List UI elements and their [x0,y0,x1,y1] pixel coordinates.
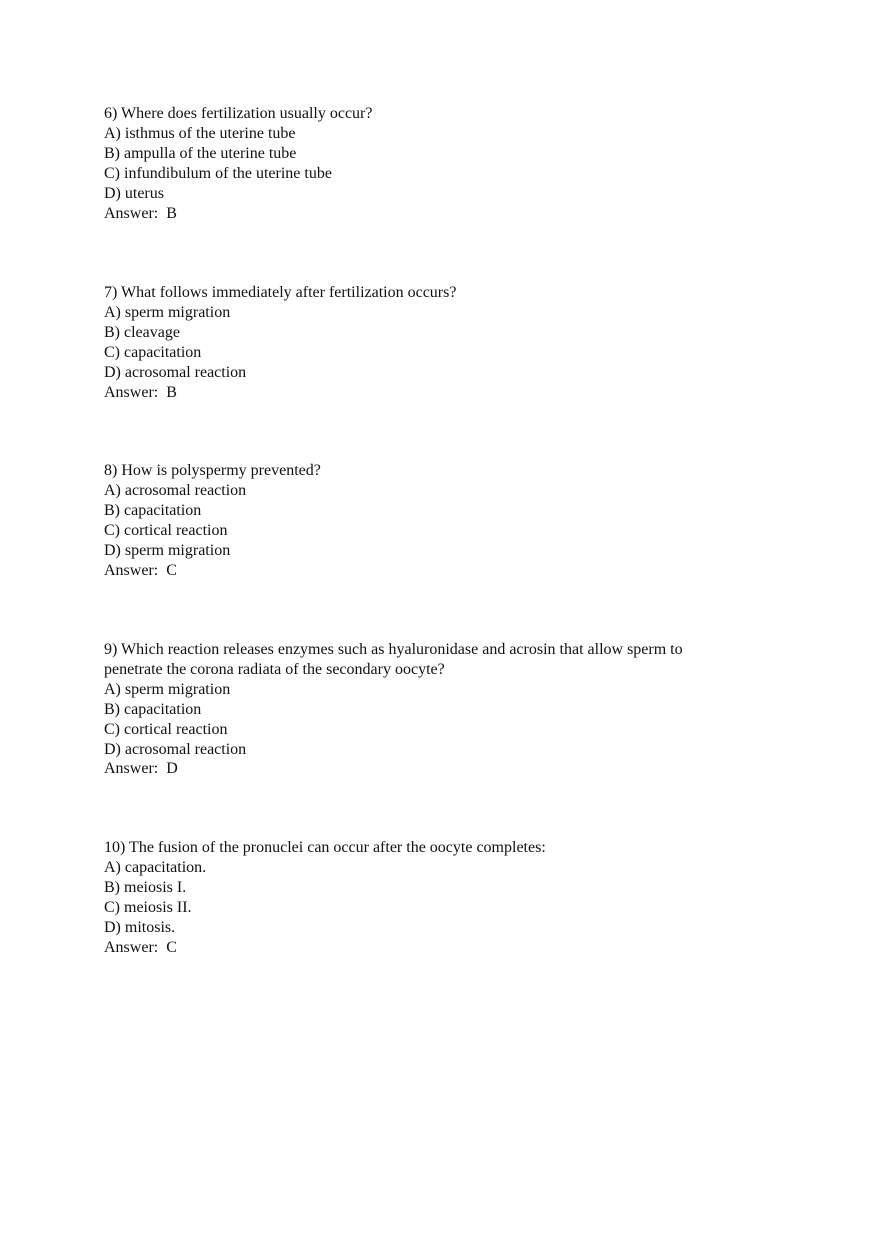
option-b: B) meiosis I. [104,878,187,896]
option-c: C) infundibulum of the uterine tube [104,164,332,182]
option-c: C) cortical reaction [104,720,228,738]
option-a: A) sperm migration [104,680,231,698]
answer-line: Answer: C [104,561,177,579]
option-b: B) cleavage [104,323,180,341]
answer-line: Answer: C [104,938,177,956]
option-a: A) sperm migration [104,303,231,321]
option-a: A) isthmus of the uterine tube [104,124,296,142]
option-d: D) acrosomal reaction [104,363,247,381]
question-10 [104,838,764,957]
option-c: C) cortical reaction [104,521,228,539]
option-c: C) capacitation [104,343,202,361]
question-stem-line-1: 9) Which reaction releases enzymes such as hyaluronidase and acrosin that allow sperm to [104,641,683,658]
option-a: A) acrosomal reaction [104,481,247,499]
answer-line: Answer: D [104,760,178,778]
option-b: B) ampulla of the uterine tube [104,144,297,162]
question-stem-line-2: penetrate the corona radiata of the secondary oocyte? [104,660,445,678]
option-b: B) capacitation [104,501,202,519]
question-stem: 8) How is polyspermy prevented? [104,462,321,479]
option-d: D) acrosomal reaction [104,740,247,758]
answer-line: Answer: B [104,383,177,401]
option-a: A) capacitation. [104,858,207,876]
option-d: D) uterus [104,184,164,202]
question-7 [104,283,764,402]
option-c: C) meiosis II. [104,898,192,916]
question-6 [104,104,764,223]
question-stem: 10) The fusion of the pronuclei can occur after the oocyte completes: [104,839,546,856]
option-d: D) mitosis. [104,918,176,936]
question-stem: 7) What follows immediately after fertilization occurs? [104,284,457,301]
option-d: D) sperm migration [104,541,231,559]
question-8 [104,461,764,580]
answer-line: Answer: B [104,204,177,222]
question-9 [104,640,764,779]
option-b: B) capacitation [104,700,202,718]
question-stem: 6) Where does fertilization usually occur? [104,105,373,122]
